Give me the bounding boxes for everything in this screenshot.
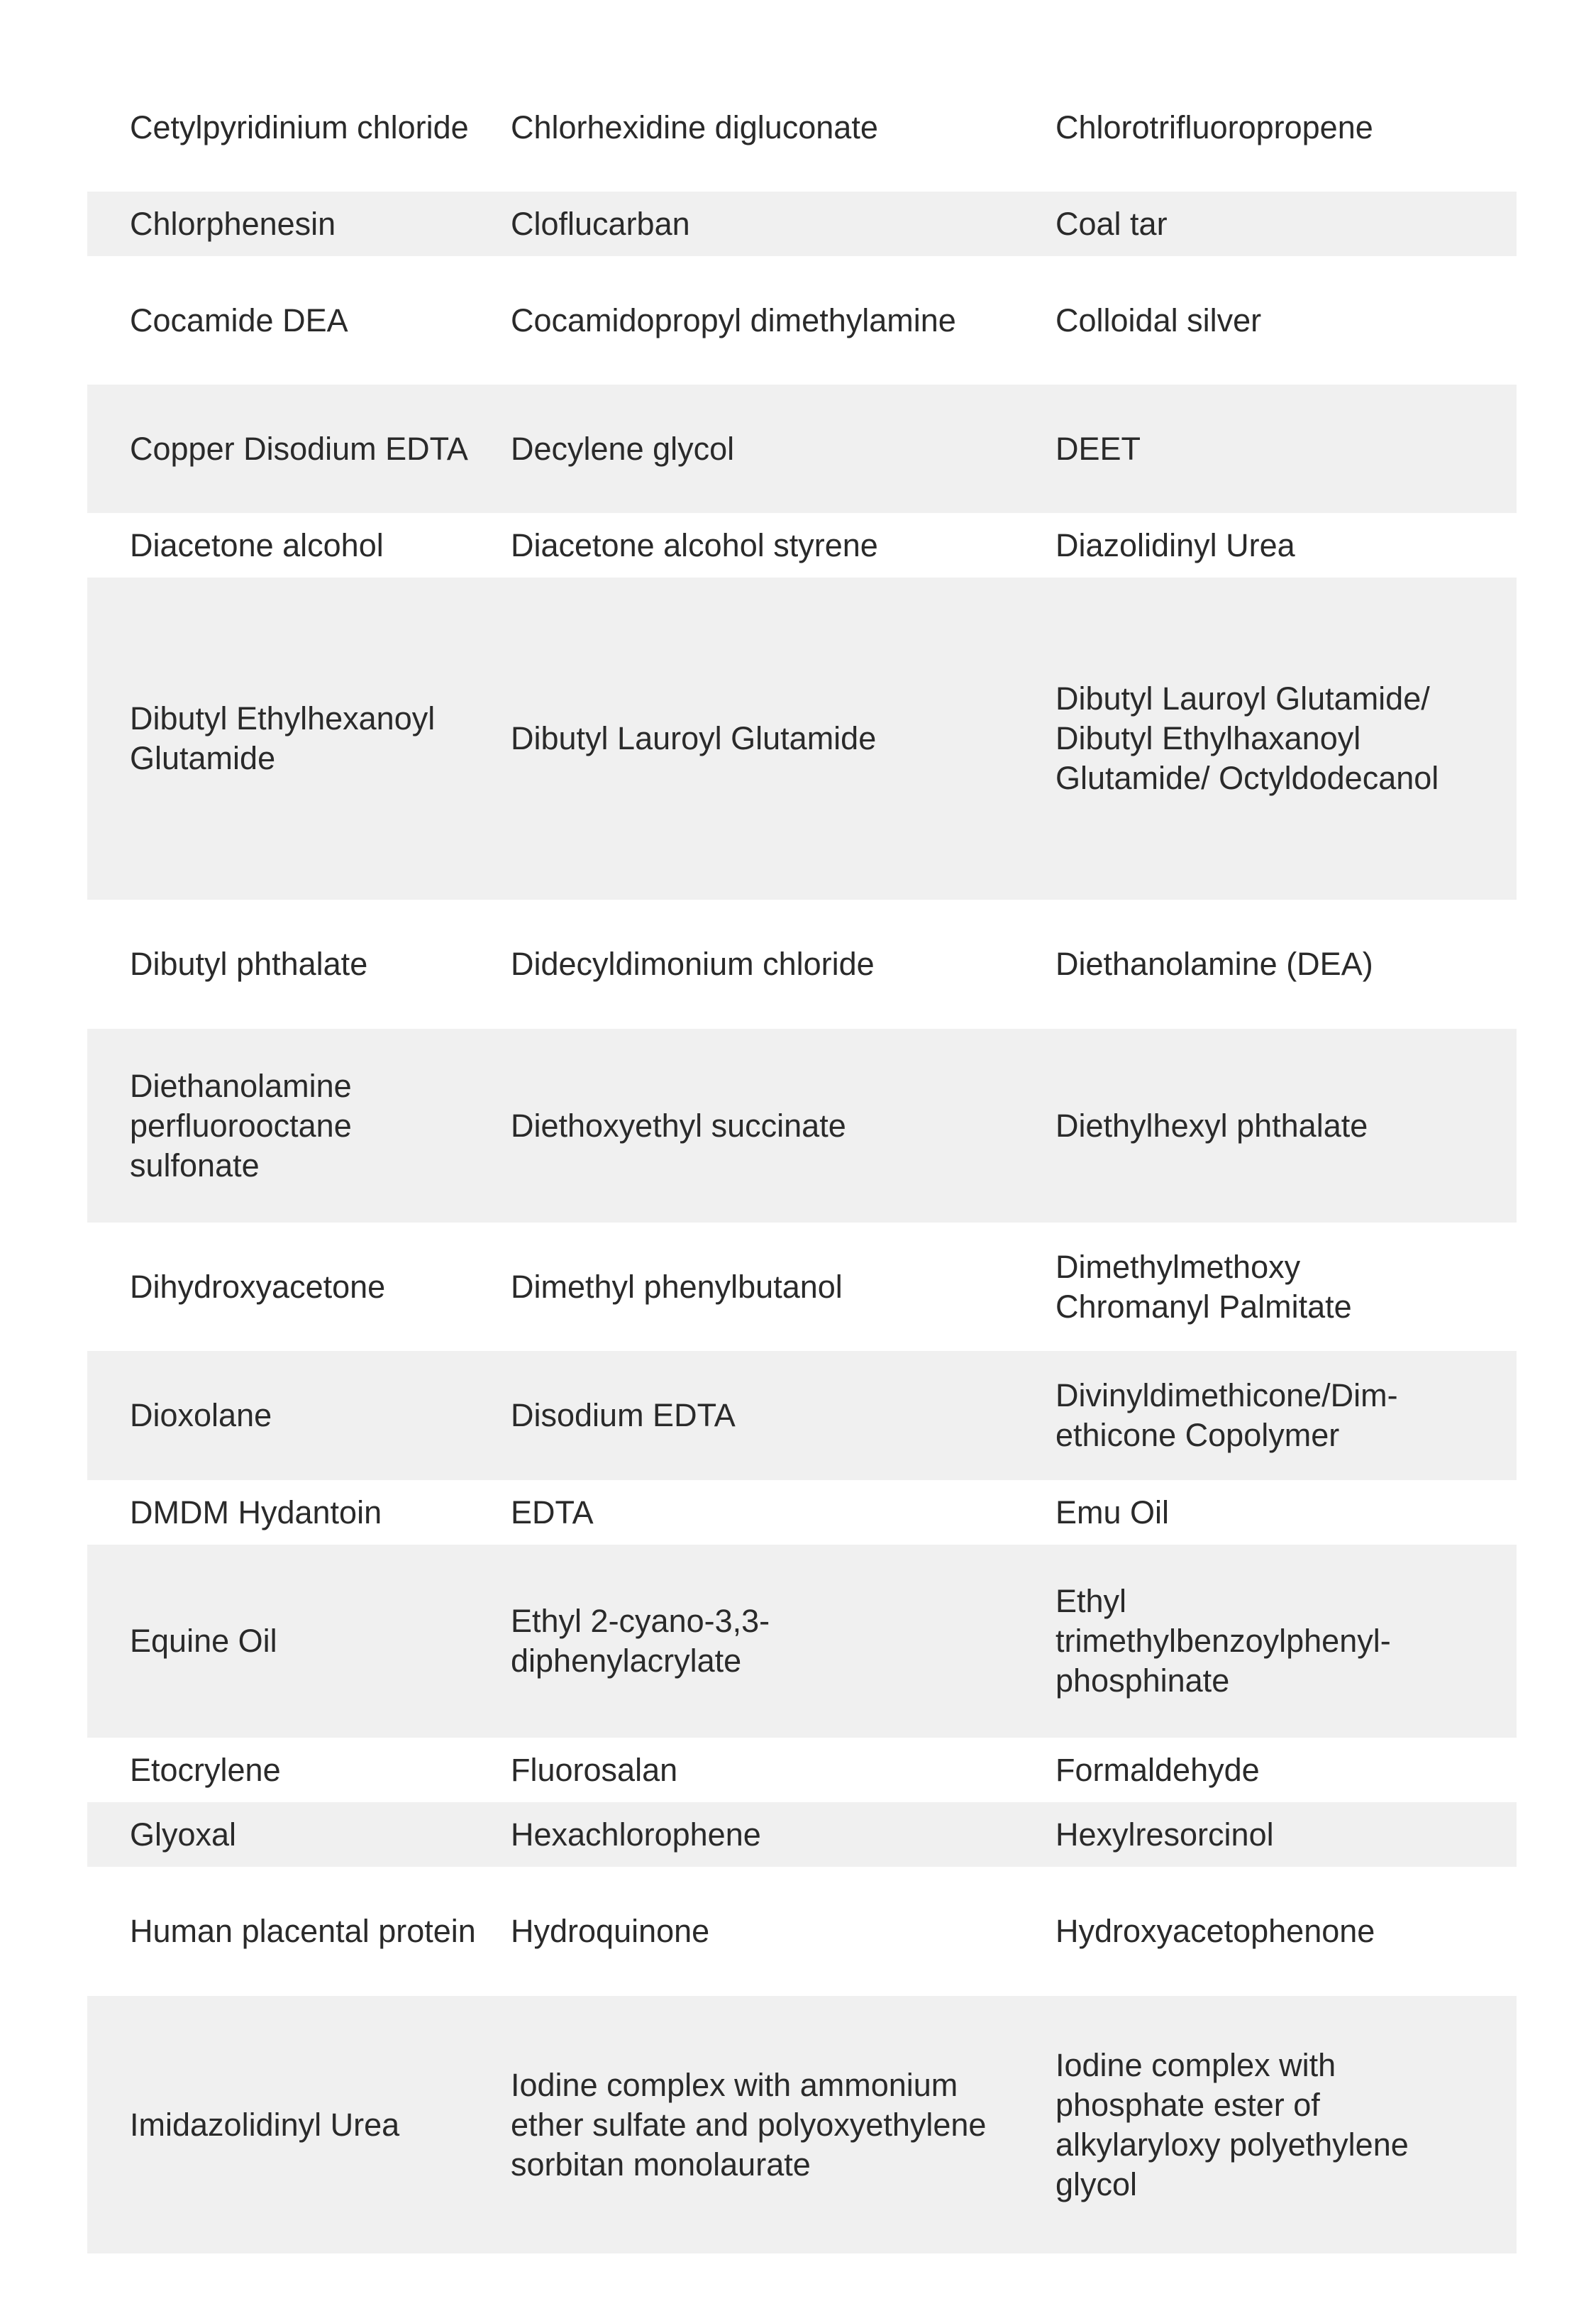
table-row <box>87 1545 1517 1738</box>
table-cell: Didecyldimonium chloride <box>511 946 875 982</box>
table-row <box>87 900 1517 1029</box>
table-cell: Cloflucarban <box>511 205 690 242</box>
table-cell: Dibutyl phthalate <box>130 946 368 982</box>
table-cell: Dibutyl Ethylhexanoyl Glutamide <box>130 700 436 776</box>
table-cell: Cetylpyridinium chloride <box>130 109 469 145</box>
table-cell: Cocamidopropyl dimethylamine <box>511 302 956 338</box>
table-cell: Diacetone alcohol styrene <box>511 526 878 563</box>
table-cell: Fluorosalan <box>511 1751 678 1788</box>
table-row <box>87 1223 1517 1351</box>
table-cell: Ethyl 2-cyano-3,3- diphenylacrylate <box>511 1603 770 1679</box>
table-cell: Dihydroxyacetone <box>130 1268 386 1305</box>
table-cell: Iodine complex with phosphate ester of alkylaryloxy polyethylene glycol <box>1055 2046 1409 2202</box>
table-cell: Diethanolamine perfluorooctane sulfonate <box>130 1067 352 1184</box>
table-cell: Iodine complex with ammonium ether sulfate and polyoxyethylene sorbitan monolaurate <box>511 2066 987 2183</box>
table-cell: Diacetone alcohol <box>130 526 384 563</box>
table-row <box>87 1480 1517 1545</box>
table-cell: Chlorphenesin <box>130 205 336 242</box>
table-cell: DMDM Hydantoin <box>130 1494 382 1530</box>
table-cell: Hydroxyacetophenone <box>1055 1913 1375 1949</box>
table-cell: Colloidal silver <box>1055 302 1262 338</box>
table-row <box>87 513 1517 578</box>
ingredient-table <box>87 64 1517 2253</box>
table-cell: EDTA <box>511 1494 594 1530</box>
table-row <box>87 1996 1517 2253</box>
table-cell: Cocamide DEA <box>130 302 348 338</box>
table-cell: Equine Oil <box>130 1623 277 1659</box>
table-cell: Copper Disodium EDTA <box>130 430 468 467</box>
table-cell: Human placental protein <box>130 1913 476 1949</box>
table-cell: Hexylresorcinol <box>1055 1816 1274 1853</box>
table-cell: Etocrylene <box>130 1751 281 1788</box>
table-row <box>87 256 1517 385</box>
table-cell: Divinyldimethicone/Dim- ethicone Copolymer <box>1055 1377 1398 1453</box>
table-cell: Formaldehyde <box>1055 1751 1260 1788</box>
table-cell: Diazolidinyl Urea <box>1055 526 1295 563</box>
table-cell: Imidazolidinyl Urea <box>130 2106 400 2143</box>
table-cell: Diethoxyethyl succinate <box>511 1107 846 1144</box>
table-cell: Dimethylmethoxy Chromanyl Palmitate <box>1055 1248 1352 1325</box>
table-cell: Ethyl trimethylbenzoylphenyl- phosphinate <box>1055 1583 1391 1699</box>
table-row <box>87 1029 1517 1223</box>
table-cell: Disodium EDTA <box>511 1397 736 1433</box>
table-row <box>87 192 1517 256</box>
table-row <box>87 578 1517 900</box>
table-cell: Hydroquinone <box>511 1913 710 1949</box>
table-cell: Glyoxal <box>130 1816 237 1853</box>
table-cell: Emu Oil <box>1055 1494 1170 1530</box>
table-cell: DEET <box>1055 430 1141 467</box>
table-cell: Chlorotrifluoropropene <box>1055 109 1373 145</box>
table-cell: Diethylhexyl phthalate <box>1055 1107 1368 1144</box>
table-row <box>87 1738 1517 1802</box>
table-row <box>87 1802 1517 1867</box>
table-cell: Dibutyl Lauroyl Glutamide <box>511 720 877 756</box>
table-cell: Coal tar <box>1055 205 1168 242</box>
table-row <box>87 64 1517 192</box>
table-cell: Dimethyl phenylbutanol <box>511 1268 843 1305</box>
table-cell: Dioxolane <box>130 1397 272 1433</box>
table-cell: Hexachlorophene <box>511 1816 761 1853</box>
table-row <box>87 385 1517 513</box>
table-row <box>87 1351 1517 1480</box>
table-cell: Chlorhexidine digluconate <box>511 109 878 145</box>
table-cell: Decylene glycol <box>511 430 735 467</box>
table-row <box>87 1867 1517 1996</box>
table-cell: Dibutyl Lauroyl Glutamide/ Dibutyl Ethylhaxanoyl Glutamide/ Octyldodecanol <box>1055 680 1439 796</box>
table-cell: Diethanolamine (DEA) <box>1055 946 1373 982</box>
